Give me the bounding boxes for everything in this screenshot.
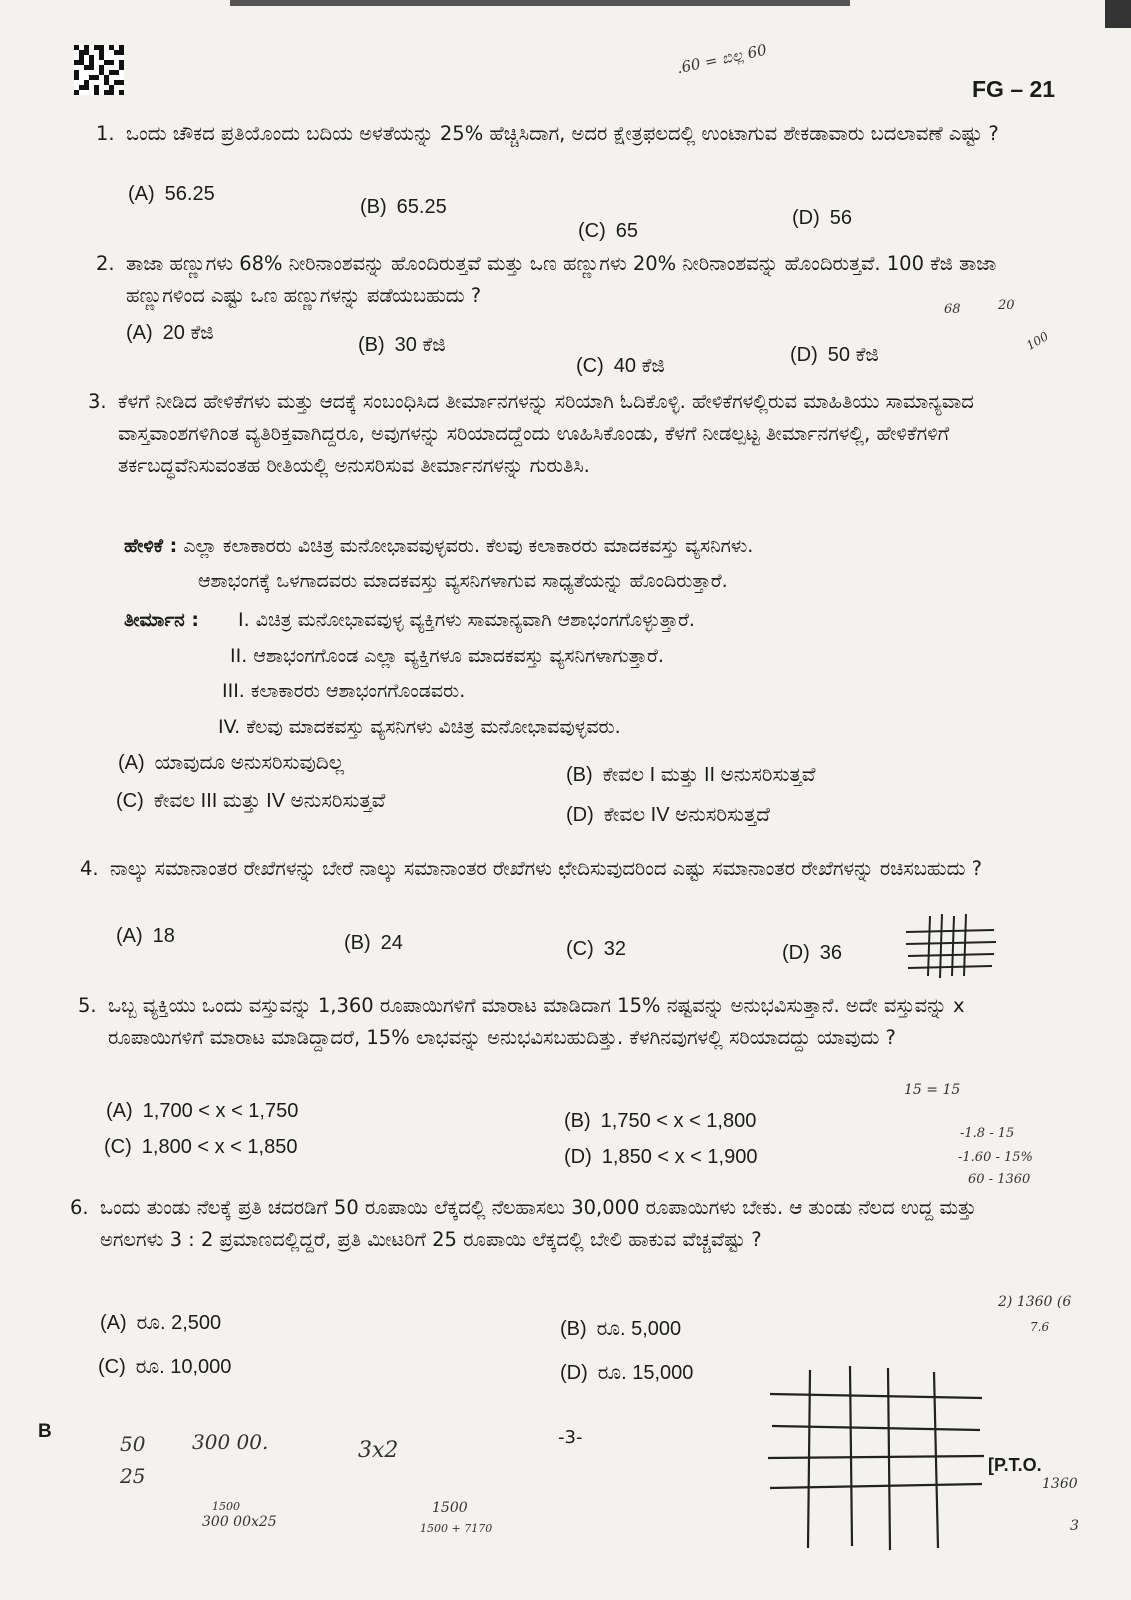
option-d: (D) 56 [792,207,853,229]
handwritten-note: 100 [1024,329,1051,353]
handwritten-note: 2) 1360 (6 [998,1294,1072,1310]
option-c: (C) ಕೇವಲ III ಮತ್ತು IV ಅನುಸರಿಸುತ್ತವೆ [116,790,386,812]
statement-line-2: ಆಶಾಭಂಗಕ್ಕೆ ಒಳಗಾದವರು ಮಾದಕವಸ್ತು ವ್ಯಸನಿಗಳಾಗುವ ಸಾಧ್ಯತೆಯನ್ನು ಹೊಂದಿರುತ್ತಾರೆ. [198,570,728,592]
option-b: (B) 24 [344,932,403,954]
question-text: ಒಂದು ತುಂಡು ನೆಲಕ್ಕೆ ಪ್ರತಿ ಚದರಡಿಗೆ 50 ರೂಪಾಯಿ ಲೆಕ್ಕದಲ್ಲಿ ನೆಲಹಾಸಲು 30,000 ರೂಪಾಯಿಗಳು ಬೇಕು. ಆ ತುಂಡು ನೆಲದ ಉದ್ದ ಮತ್ತು ಅಗಲಗಳು 3 : 2 ಪ್ರಮಾಣದಲ್ಲಿದ್ದರೆ, ಪ್ರತಿ ಮೀಟರಿಗೆ 25 ರೂಪಾಯಿ ಲೆಕ್ಕದಲ್ಲಿ ಬೇಲಿ ಹಾಕುವ ವೆಚ್ಚವೆಷ್ಟು ? [100,1196,977,1251]
handwritten-note: 15 = 15 [904,1082,961,1098]
question-number: 3. [88,390,107,413]
option-d: (D) 36 [782,942,843,964]
handwritten-note: -1.8 - 15 [960,1126,1015,1141]
handwritten-note: 1500 + 7170 [420,1522,493,1535]
question-text: ಕೆಳಗೆ ನೀಡಿದ ಹೇಳಿಕೆಗಳು ಮತ್ತು ಆದಕ್ಕೆ ಸಂಬಂಧಿಸಿದ ತೀರ್ಮಾನಗಳನ್ನು ಸರಿಯಾಗಿ ಓದಿಕೊಳ್ಳಿ. ಹೇಳಿಕೆಗಳಲ್ಲಿರುವ ಮಾಹಿತಿಯು ಸಾಮಾನ್ಯವಾದ ವಾಸ್ತವಾಂಶಗಳಿಗಿಂತ ವ್ಯತಿರಿಕ್ತವಾಗಿದ್ದರೂ, ಅವುಗಳನ್ನು ಸರಿಯಾದದ್ದೆಂದು ಊಹಿಸಿಕೊಂಡು, ಕೆಳಗೆ ನೀಡಲ್ಪಟ್ಟ ತೀರ್ಮಾನಗಳಲ್ಲಿ, ಹೇಳಿಕೆಗಳಿಗೆ ತರ್ಕಬದ್ಧವೆನಿಸುವಂತಹ ರೀತಿಯಲ್ಲಿ ಅನುಸರಿಸುವ ತೀರ್ಮಾನಗಳನ್ನು ಗುರುತಿಸಿ. [118,390,974,477]
question-text: ಒಬ್ಬ ವ್ಯಕ್ತಿಯು ಒಂದು ವಸ್ತುವನ್ನು 1,360 ರೂಪಾಯಿಗಳಿಗೆ ಮಾರಾಟ ಮಾಡಿದಾಗ 15% ನಷ್ಟವನ್ನು ಅನುಭವಿಸುತ್ತಾನೆ. ಅದೇ ವಸ್ತುವನ್ನು x ರೂಪಾಯಿಗಳಿಗೆ ಮಾರಾಟ ಮಾಡಿದ್ದಾದರೆ, 15% ಲಾಭವನ್ನು ಅನುಭವಿಸಬಹುದಿತ್ತು. ಕೆಳಗಿನವುಗಳಲ್ಲಿ ಸರಿಯಾದದ್ದು ಯಾವುದು ? [108,994,965,1049]
please-turn-over: [P.T.O. [988,1455,1042,1475]
option-c: (C) ರೂ. 10,000 [98,1356,232,1378]
option-b: (B) ರೂ. 5,000 [560,1318,682,1340]
handwritten-note: 3x2 [358,1438,399,1463]
handwritten-note: .60 = ಬಿಲ್ಲ 60 [675,40,769,78]
question-number: 4. [80,857,99,880]
booklet-series: B [38,1421,52,1442]
conclusion-2: II. ಆಶಾಭಂಗಗೊಂಡ ಎಲ್ಲಾ ವ್ಯಕ್ತಿಗಳೂ ಮಾದಕವಸ್ತು ವ್ಯಸನಿಗಳಾಗುತ್ತಾರೆ. [230,645,664,667]
option-a: (A) ಯಾವುದೂ ಅನುಸರಿಸುವುದಿಲ್ಲ [118,752,345,774]
statement-label: ಹೇಳಿಕೆ : [124,535,178,557]
option-b: (B) 1,750 < x < 1,800 [564,1110,757,1132]
handwritten-note: 1500 [432,1500,468,1516]
conclusion-4: IV. ಕೆಲವು ಮಾದಕವಸ್ತು ವ್ಯಸನಿಗಳು ವಿಚಿತ್ರ ಮನೋಭಾವವುಳ್ಳವರು. [218,716,621,738]
question-number: 1. [96,122,115,145]
question-number: 5. [78,994,97,1017]
option-a: (A) 18 [116,925,175,947]
scan-edge-shadow [230,0,850,6]
option-d: (D) 50 ಕೆಜಿ [790,344,879,366]
question-number: 6. [70,1196,89,1219]
hand-grid-sketch-large [766,1362,986,1554]
question-5 [78,990,1058,1090]
option-a: (A) 1,700 < x < 1,750 [106,1100,299,1122]
question-3 [88,386,1068,526]
handwritten-note: 1360 [1042,1476,1078,1492]
option-b: (B) 30 ಕೆಜಿ [358,334,446,356]
handwritten-note: 60 - 1360 [968,1172,1031,1187]
statement: ಹೇಳಿಕೆ : ಎಲ್ಲಾ ಕಲಾಕಾರರು ವಿಚಿತ್ರ ಮನೋಭಾವವುಳ್ಳವರು. ಕೆಲವು ಕಲಾಕಾರರು ಮಾದಕವಸ್ತು ವ್ಯಸನಿಗಳು. [124,535,754,557]
page-number: -3- [558,1427,583,1448]
option-a: (A) 20 ಕೆಜಿ [126,322,214,344]
scan-edge-corner [1105,0,1131,28]
option-a: (A) ರೂ. 2,500 [100,1312,222,1334]
option-c: (C) 1,800 < x < 1,850 [104,1136,298,1158]
handwritten-note: 20 [998,298,1015,313]
conclusion-3: III. ಕಲಾಕಾರರು ಆಶಾಭಂಗಗೊಂಡವರು. [222,680,466,702]
option-c: (C) 65 [578,220,639,242]
option-c: (C) 40 ಕೆಜಿ [576,355,665,377]
option-b: (B) ಕೇವಲ I ಮತ್ತು II ಅನುಸರಿಸುತ್ತವೆ [566,764,816,786]
question-text: ತಾಜಾ ಹಣ್ಣುಗಳು 68% ನೀರಿನಾಂಶವನ್ನು ಹೊಂದಿರುತ್ತವೆ ಮತ್ತು ಒಣ ಹಣ್ಣುಗಳು 20% ನೀರಿನಾಂಶವನ್ನು ಹೊಂದಿರುತ್ತವೆ. 100 ಕೆಜಿ ತಾಜಾ ಹಣ್ಣುಗಳಿಂದ ಎಷ್ಟು ಒಣ ಹಣ್ಣುಗಳನ್ನು ಪಡೆಯಬಹುದು ? [126,252,997,307]
option-c: (C) 32 [566,938,627,960]
question-text: ಒಂದು ಚೌಕದ ಪ್ರತಿಯೊಂದು ಬದಿಯ ಅಳತೆಯನ್ನು 25% ಹೆಚ್ಚಿಸಿದಾಗ, ಅದರ ಕ್ಷೇತ್ರಫಲದಲ್ಲಿ ಉಂಟಾಗುವ ಶೇಕಡಾವಾರು ಬದಲಾವಣೆ ಎಷ್ಟು ? [126,122,999,145]
paper-code: FG – 21 [972,76,1056,102]
option-d: (D) ಕೇವಲ IV ಅನುಸರಿಸುತ್ತದೆ [566,804,770,826]
conclusion-label: ತೀರ್ಮಾನ : [124,609,199,631]
handwritten-note: 300 00. [192,1430,269,1454]
option-d: (D) 1,850 < x < 1,900 [564,1146,758,1168]
handwritten-note: 50 [120,1432,146,1456]
handwritten-note: 68 [944,302,961,317]
option-d: (D) ರೂ. 15,000 [560,1362,694,1384]
qr-code [74,44,124,96]
hand-grid-sketch-small [902,912,998,980]
question-text: ನಾಲ್ಕು ಸಮಾನಾಂತರ ರೇಖೆಗಳನ್ನು ಬೇರೆ ನಾಲ್ಕು ಸಮಾನಾಂತರ ರೇಖೆಗಳು ಛೇದಿಸುವುದರಿಂದ ಎಷ್ಟು ಸಮಾನಾಂತರ ರೇಖೆಗಳನ್ನು ರಚಿಸಬಹುದು ? [110,857,982,880]
conclusion-1: I. ವಿಚಿತ್ರ ಮನೋಭಾವವುಳ್ಳ ವ್ಯಕ್ತಿಗಳು ಸಾಮಾನ್ಯವಾಗಿ ಆಶಾಭಂಗಗೊಳ್ಳುತ್ತಾರೆ. [238,609,695,631]
handwritten-note: -1.60 - 15% [958,1150,1033,1165]
question-6 [70,1192,1055,1292]
handwritten-note: 25 [120,1464,146,1488]
option-a: (A) 56.25 [128,183,215,205]
handwritten-note: 7.6 [1030,1320,1050,1334]
handwritten-note: 300 00x25 [202,1514,277,1530]
question-number: 2. [96,252,115,275]
option-b: (B) 65.25 [360,196,447,218]
handwritten-note: 1500 [212,1500,240,1513]
question-2 [96,248,1076,328]
handwritten-note: 3 [1070,1518,1079,1534]
